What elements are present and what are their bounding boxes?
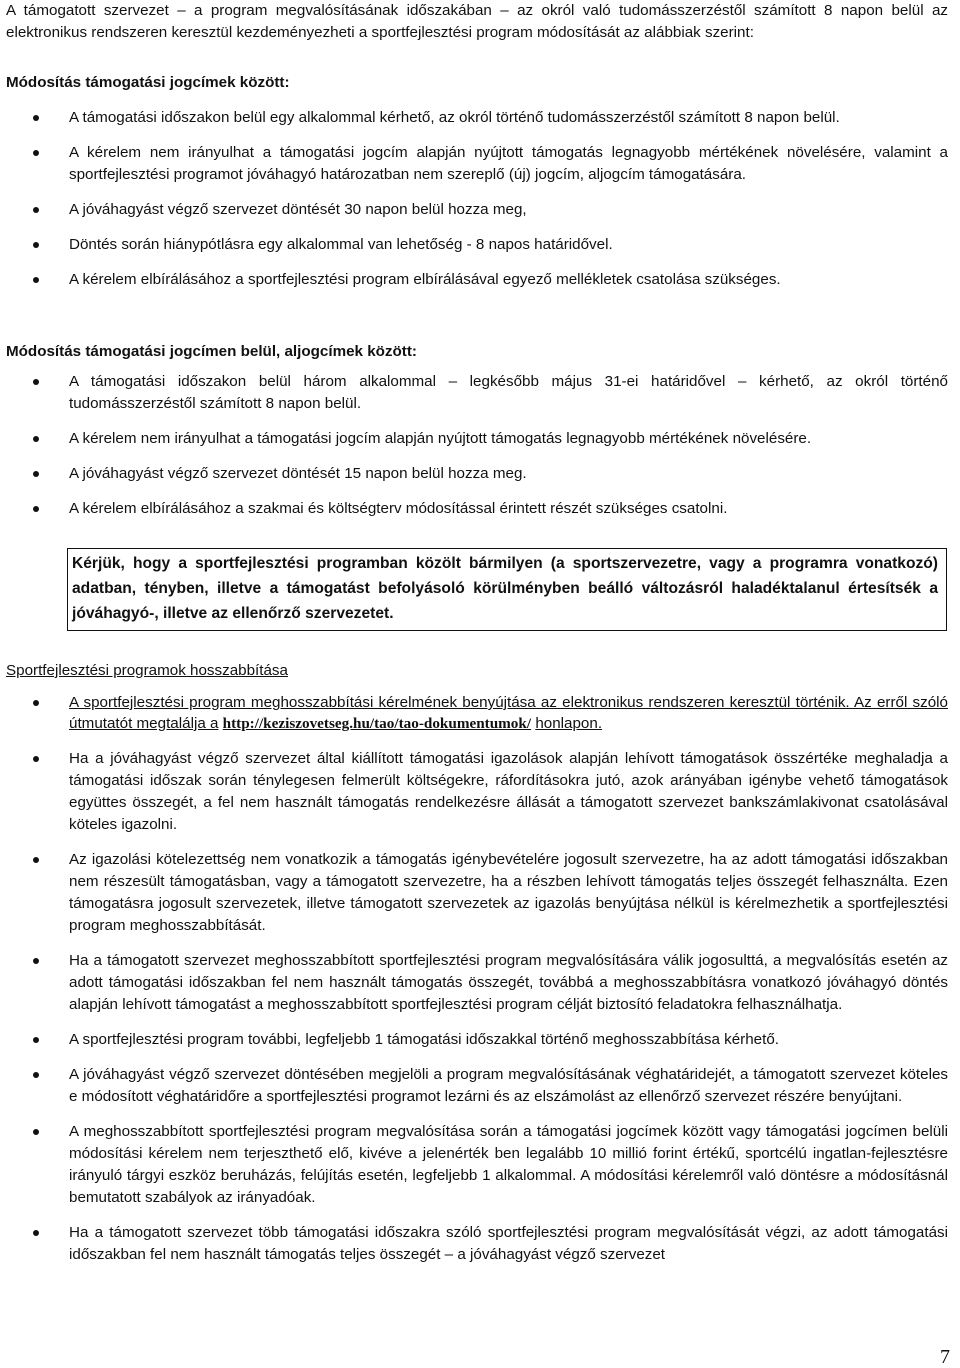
- list-item: A meghosszabbított sportfejlesztési program megvalósítása során a támogatási jogcímek között vagy támogatási jogcímen belüli módosítási kérelem nem terjeszthető elő, kivéve a jelenérték ben legalább 10 millió forint értékű, sportcélú ingatlan-fejlesztésre irányuló tárgyi eszköz beruházás, felújítás esetén, legfeljebb 1 alkalommal. A módosítási kérelemről való döntésre a módosításnál bemutatott szabályok az irányadóak.: [0, 1121, 948, 1209]
- list-item: A támogatási időszakon belül három alkalommal – legkésőbb május 31-ei határidővel – kérhető, az okról történő tudomásszerzéstől számított 8 napon belül.: [0, 371, 948, 415]
- bullet-icon: [33, 207, 39, 213]
- list-item: A kérelem nem irányulhat a támogatási jogcím alapján nyújtott támogatás legnagyobb mértékének növelésére.: [0, 428, 948, 450]
- bullet-icon: [33, 1230, 39, 1236]
- notice-box: Kérjük, hogy a sportfejlesztési programban közölt bármilyen (a sportszervezetre, vagy a programra vonatkozó) adatban, tényben, illetve a támogatást befolyásoló körülményben beálló változásról haladéktalanul értesítsék a jóváhagyó-, illetve az ellenőrző szervezetet.: [67, 548, 947, 631]
- section-heading-within-title: Módosítás támogatási jogcímen belül, aljogcímek között:: [6, 343, 417, 360]
- list-item: A jóváhagyást végző szervezet döntését 30 napon belül hozza meg,: [0, 199, 948, 221]
- bullet-icon: [33, 436, 39, 442]
- bullet-icon: [33, 756, 39, 762]
- bullet-icon: [33, 958, 39, 964]
- list-item: Az igazolási kötelezettség nem vonatkozik a támogatás igénybevételére jogosult szervezetre, ha az adott támogatási időszakban nem részesült támogatásban, vagy a támogatott szervezetre, ha a részben lehívott támogatás teljes összegét felhasználta. Ezen támogatásra jogosult szervezetek, illetve támogatott szervezetek az igazolás benyújtása nélkül is kérelmezhetik a sportfejlesztési program meghosszabbítását.: [0, 849, 948, 937]
- list-item: Ha a támogatott szervezet több támogatási időszakra szóló sportfejlesztési program megvalósítását végzi, az adott támogatási időszakban fel nem használt támogatás teljes összegét – a jóváhagyást végző szervezet: [0, 1222, 948, 1266]
- bullet-icon: [33, 506, 39, 512]
- intro-paragraph: A támogatott szervezet – a program megvalósításának időszakában – az okról való tudomásszerzéstől számított 8 napon belül az elektronikus rendszeren keresztül kezdeményezheti a sportfejlesztési program módosítását az alábbiak szerint:: [6, 2, 948, 41]
- list-item: A támogatási időszakon belül egy alkalommal kérhető, az okról történő tudomásszerzéstől számított 8 napon belül.: [0, 107, 948, 129]
- guide-link[interactable]: http://keziszovetseg.hu/tao/tao-dokumentumok/: [222, 715, 532, 732]
- bullet-icon: [33, 379, 39, 385]
- list-item: Ha a támogatott szervezet meghosszabbított sportfejlesztési program megvalósítására válik jogosulttá, a megvalósítás esetén az adott támogatási időszakban fel nem használt támogatás összegét, továbbá a meghosszabbításra vonatkozó jóváhagyó döntés alapján lehívott támogatást a meghosszabbított sportfejlesztési program célját biztosító feladatokra felhasználhatja.: [0, 950, 948, 1016]
- bullet-icon: [33, 700, 39, 706]
- list-item: A sportfejlesztési program további, legfeljebb 1 támogatási időszakkal történő meghosszabbítása kérhető.: [0, 1029, 948, 1051]
- bullet-icon: [33, 857, 39, 863]
- bullet-icon: [33, 1037, 39, 1043]
- bullet-icon: [33, 471, 39, 477]
- bullet-icon: [33, 242, 39, 248]
- section-heading-extension: Sportfejlesztési programok hosszabbítása: [6, 662, 288, 679]
- section2-list: [0, 371, 948, 520]
- bullet-icon: [33, 115, 39, 121]
- list-item: Döntés során hiánypótlásra egy alkalommal van lehetőség - 8 napos határidővel.: [0, 234, 948, 256]
- list-item: Ha a jóváhagyást végző szervezet által kiállított támogatási igazolások alapján lehívott támogatások összértéke meghaladja a támogatási időszak során ténylegesen felmerült költségekre, ráfordításokra jutó, azok arányában igénybe vehető támogatások együttes összegét, a fel nem használt támogatás rendelkezésre állását a támogatott szervezet bankszámlakivonat csatolásával köteles igazolni.: [0, 748, 948, 836]
- list-item: A sportfejlesztési program meghosszabbítási kérelmének benyújtása az elektronikus rendszeren keresztül történik. Az erről szóló útmutatót megtalálja a http://keziszovetseg.hu/tao/tao-dokumentumok/ honlapon.: [0, 692, 948, 734]
- list-item: A kérelem nem irányulhat a támogatási jogcím alapján nyújtott támogatás legnagyobb mértékének növelésére, valamint a sportfejlesztési programot jóváhagyó határozatban nem szereplő (új) jogcím, aljogcím támogatására.: [0, 142, 948, 186]
- section3-list: [0, 692, 948, 1266]
- section1-list: [0, 107, 948, 291]
- list-item: A kérelem elbírálásához a sportfejlesztési program elbírálásával egyező mellékletek csatolása szükséges.: [0, 269, 948, 291]
- bullet-icon: [33, 150, 39, 156]
- list-item: A jóváhagyást végző szervezet döntését 15 napon belül hozza meg.: [0, 463, 948, 485]
- bullet-icon: [33, 1072, 39, 1078]
- bullet-icon: [33, 1129, 39, 1135]
- section-heading-between-titles: Módosítás támogatási jogcímek között:: [6, 74, 290, 91]
- list-item: A kérelem elbírálásához a szakmai és költségterv módosítással érintett részét szükséges csatolni.: [0, 498, 948, 520]
- list-item: A jóváhagyást végző szervezet döntésében megjelöli a program megvalósításának véghatáridejét, a támogatott szervezet köteles e módosított véghatáridőre a sportfejlesztési programot lezárni és az elszámolást az ellenőrző szervezet részére benyújtani.: [0, 1064, 948, 1108]
- bullet-icon: [33, 277, 39, 283]
- page-number: 7: [940, 1346, 950, 1368]
